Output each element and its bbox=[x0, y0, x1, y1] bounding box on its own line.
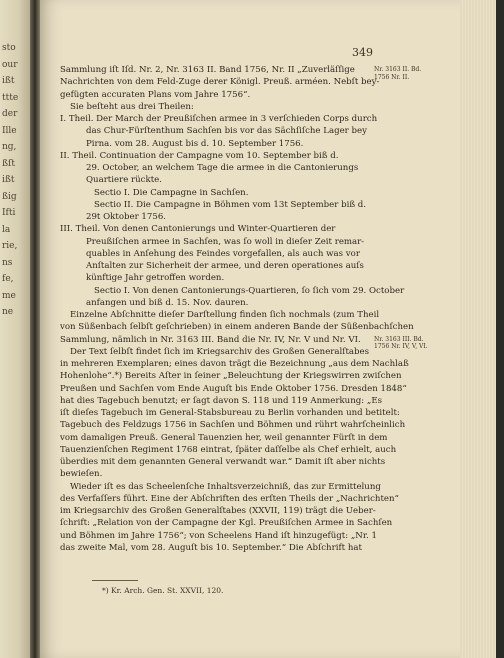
left-page-fragment: ttte bbox=[2, 92, 19, 103]
left-page-fragment: ßſt bbox=[2, 158, 15, 169]
text-line: vom damaligen Preuß. General Tauenzien her, weil genannter Fürſt in dem bbox=[60, 432, 388, 443]
text-line: Quartiere rückte. bbox=[86, 175, 162, 186]
text-line: im Kriegsarchiv des Großen Generalſtabes (XXVII, 119) trägt die Ueber- bbox=[60, 506, 376, 516]
text-line: iſt dieſes Tagebuch im General-Stabsbureau zu Berlin vorhanden und betitelt: bbox=[60, 408, 400, 418]
text-line: Tagebuch des Feldzugs 1756 in Sachſen und Böhmen und rührt wahrſcheinlich bbox=[60, 420, 406, 431]
text-line: Nachrichten von dem Feld-Zuge derer Königl. Preuß. arméen. Nebſt bey- bbox=[60, 77, 380, 88]
margin-note-line: 1756 Nr. II. bbox=[374, 73, 410, 81]
text-line: und Böhmen im Jahre 1756“; von Scheelens Hand iſt hinzugefügt: „Nr. 1 bbox=[60, 530, 377, 541]
footnote: *) Kr. Arch. Gen. St. XXVII, 120. bbox=[102, 586, 224, 595]
left-page-fragment: ne bbox=[2, 307, 14, 317]
text-line: Wieder iſt es das Scheelenſche Inhaltsverzeichniß, das zur Ermittelung bbox=[70, 481, 381, 492]
margin-note-line: 1756 Nr. IV, V, VI. bbox=[374, 343, 428, 350]
left-page-fragment: ßig bbox=[2, 191, 17, 202]
left-page-fragment: la bbox=[2, 224, 11, 235]
text-line: von Süßenbach ſelbſt geſchrieben) in einem anderen Bande der Süßenbachſchen bbox=[60, 322, 414, 333]
text-line: anfangen und biß d. 15. Nov. dauren. bbox=[86, 297, 249, 308]
footnote-rule bbox=[92, 580, 138, 581]
text-line: in mehreren Exemplaren; eines davon trägt die Bezeichnung „aus dem Nachlaß bbox=[60, 359, 409, 369]
text-line: Sectio I. Von denen Cantonierungs-Quartieren, ſo ſich vom 29. October bbox=[94, 285, 405, 296]
book-gutter bbox=[30, 0, 40, 658]
margin-note bbox=[374, 66, 422, 81]
left-page-fragment: rie, bbox=[2, 241, 18, 251]
text-line: Preußen und Sachſen vom Ende Auguſt bis Ende Oktober 1756. Dresden 1848“ bbox=[60, 383, 407, 394]
text-line: Sie beſteht aus drei Theilen: bbox=[70, 101, 194, 112]
left-page-edge bbox=[0, 0, 30, 658]
left-page-fragment: der bbox=[2, 109, 18, 119]
text-line: Einzelne Abſchnitte dieſer Darſtellung finden ſich nochmals (zum Theil bbox=[70, 310, 380, 320]
page-number: 349 bbox=[352, 46, 373, 59]
margin-note-line: Nr. 3163 II. Bd. bbox=[374, 66, 422, 73]
text-line: Hohenlohe“.*) Bereits Aſter in ſeiner „Beleuchtung der Kriegswirren zwiſchen bbox=[60, 371, 402, 382]
left-page-fragment: ißt bbox=[2, 76, 15, 86]
text-line: das zweite Mal, vom 28. Auguſt bis 10. September.“ Die Abſchrift hat bbox=[60, 542, 362, 553]
text-line: quables in Anſehung des Feindes vorgefallen, als auch was vor bbox=[86, 248, 360, 259]
text-line: Tauenzienſchen Regiment 1768 eintrat, ſpäter daſſelbe als Chef erhielt, auch bbox=[60, 444, 397, 455]
left-page-fragment: me bbox=[2, 290, 16, 301]
left-page-fragment: sto bbox=[2, 43, 16, 53]
left-page-fragment: ng, bbox=[2, 142, 17, 152]
left-page-fragment: fe, bbox=[2, 274, 14, 284]
text-line: Anſtalten zur Sicherheit der armee, und deren operationes auſs bbox=[86, 261, 364, 271]
text-line: 29. October, an welchem Tage die armee in die Cantonierungs bbox=[86, 163, 359, 173]
text-line: ſchrift: „Relation von der Campagne der Kgl. Preußiſchen Armee in Sachſen bbox=[60, 518, 393, 529]
text-line: das Chur-Fürſtenthum Sachſen bis vor das Sächſiſche Lager bey bbox=[86, 126, 367, 137]
left-page-fragment: Ille bbox=[2, 125, 17, 136]
text-line: III. Theil. Von denen Cantonierungs und Winter-Quartieren der bbox=[60, 224, 336, 235]
text-line: Pirna. vom 28. August bis d. 10. September 1756. bbox=[86, 138, 304, 149]
left-page-fragment: Ifti bbox=[2, 208, 16, 218]
text-line: Sectio I. Die Campagne in Sachſen. bbox=[94, 187, 249, 198]
margin-note bbox=[374, 335, 428, 351]
text-line: 29t Oktober 1756. bbox=[86, 212, 167, 222]
left-page-fragment: ns bbox=[2, 257, 13, 268]
text-line: des Verfaſſers führt. Eine der Abſchriften des erſten Theils der „Nachrichten“ bbox=[60, 493, 399, 504]
text-line: hat dies Tagebuch benutzt; er ſagt davon S. 118 und 119 Anmerkung: „Es bbox=[60, 395, 383, 406]
text-line: I. Theil. Der March der Preußiſchen armee in 3 verſchieden Corps durch bbox=[60, 114, 378, 124]
page-edges bbox=[460, 0, 504, 658]
text-line: gefügten accuraten Plans vom Jahre 1756“. bbox=[60, 89, 251, 100]
margin-note-line: Nr. 3163 III. Bd. bbox=[374, 335, 424, 343]
left-page-fragment: ißt bbox=[2, 175, 15, 185]
text-line: Sammlung iſt Iſd. Nr. 2, Nr. 3163 II. Band 1756, Nr. II „Zuverläſſige bbox=[60, 65, 355, 75]
text-line: überdies mit dem genannten General verwandt war.“ Damit iſt aber nichts bbox=[60, 457, 386, 467]
text-line: Sammlung, nämlich in Nr. 3163 III. Band die Nr. IV, Nr. V und Nr. VI. bbox=[60, 334, 361, 345]
text-line: bewieſen. bbox=[60, 469, 103, 480]
text-line: Preußiſchen armee in Sachſen, was ſo woll in dieſer Zeit remar- bbox=[86, 236, 365, 247]
text-line: Sectio II. Die Campagne in Böhmen vom 13t September biß d. bbox=[94, 199, 367, 210]
left-page-fragment: our bbox=[2, 59, 18, 70]
text-line: Der Text ſelbſt findet ſich im Kriegsarchiv des Großen Generalſtabes bbox=[70, 346, 370, 357]
text-line: künftige Jahr getroffen worden. bbox=[86, 273, 225, 284]
text-line: II. Theil. Continuation der Campagne vom 10. September biß d. bbox=[60, 150, 339, 161]
